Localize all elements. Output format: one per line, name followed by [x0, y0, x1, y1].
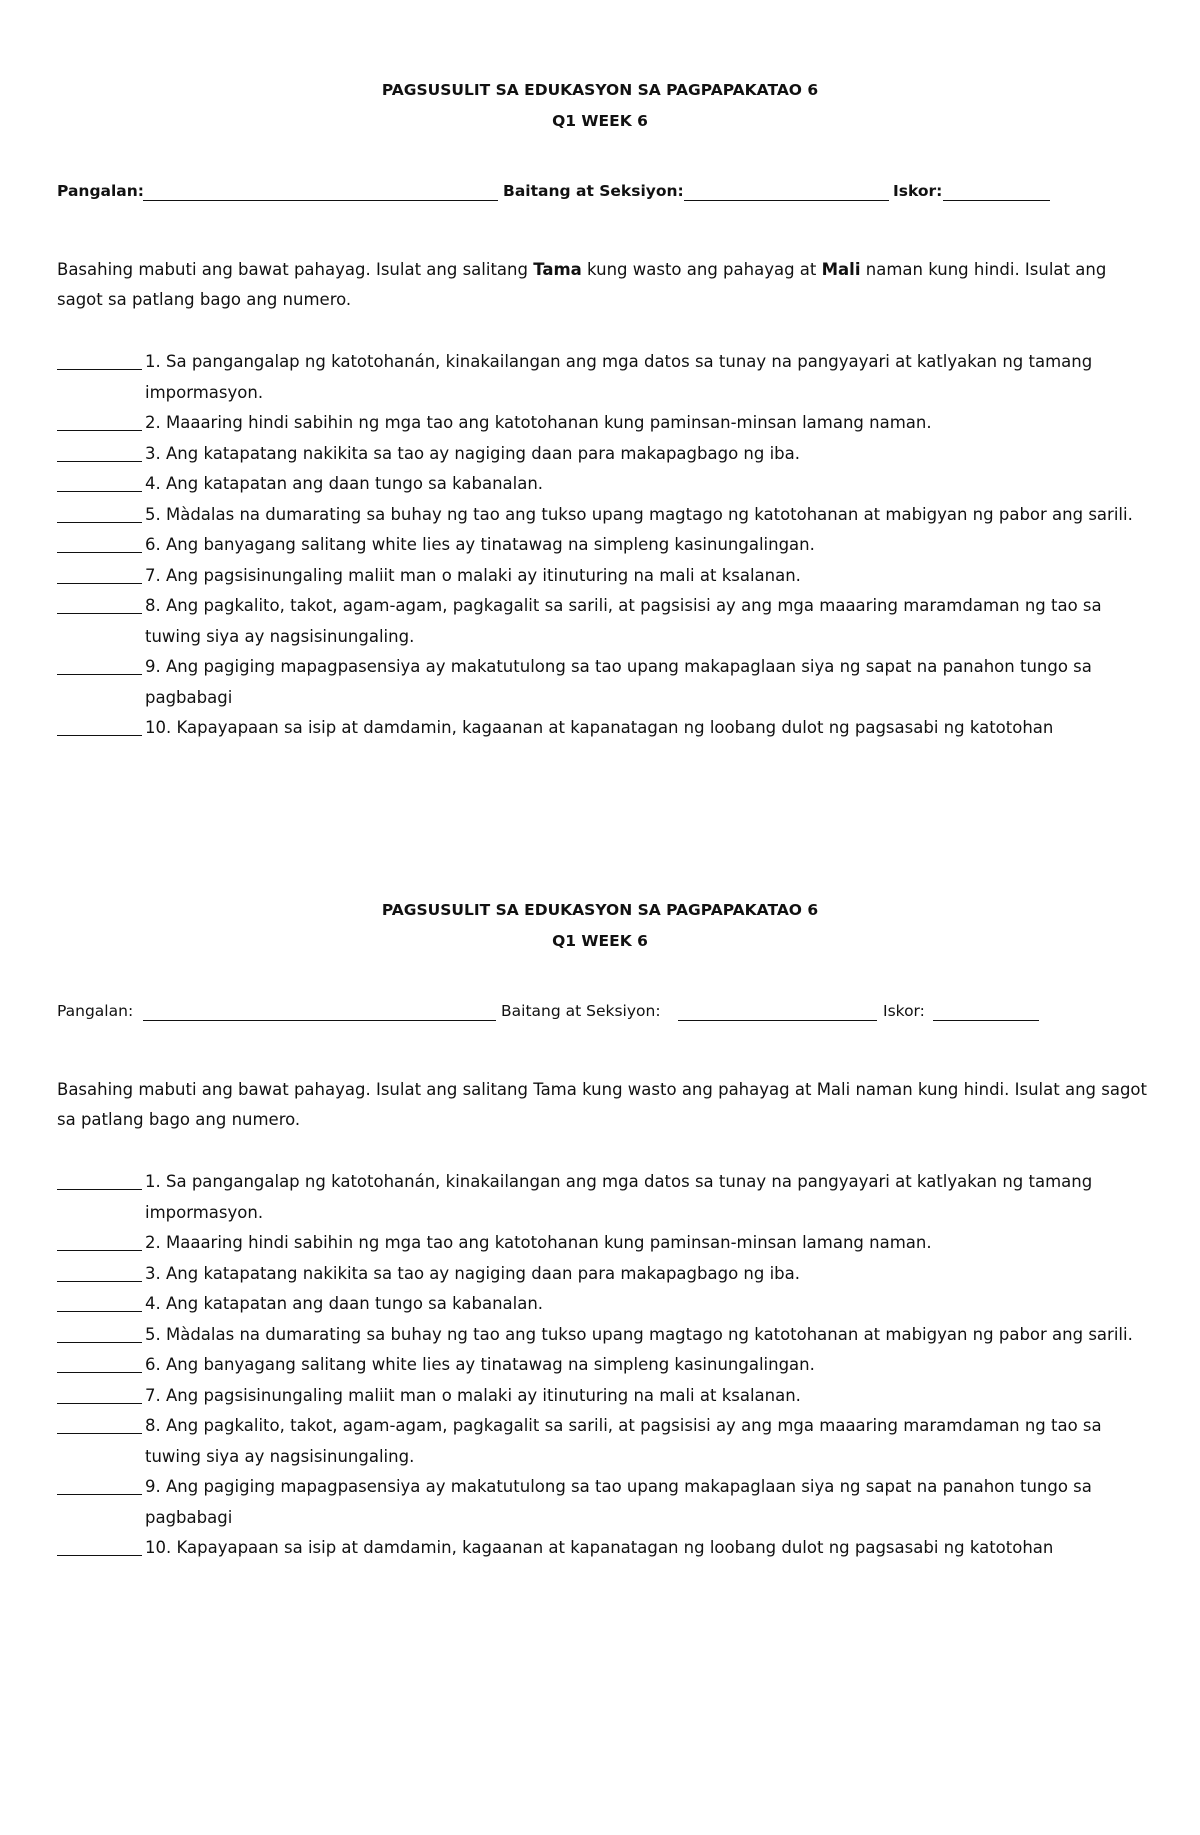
answer-blank[interactable]	[57, 439, 142, 462]
question-text: 2. Maaaring hindi sabihin ng mga tao ang katotohanan kung paminsan-minsan lamang naman.	[145, 1233, 932, 1252]
question-item	[57, 530, 1157, 561]
score-label: Iskor:	[893, 182, 943, 200]
quiz-title: PAGSUSULIT SA EDUKASYON SA PAGPAPAKATAO 6	[381, 81, 819, 99]
question-item	[57, 1533, 1157, 1564]
question-item	[57, 439, 1157, 470]
answer-blank[interactable]	[57, 347, 142, 370]
question-text: 5. Màdalas na dumarating sa buhay ng tao ang tukso upang magtago ng katotohanan at mabigyan ng pabor ang sarili.	[145, 504, 1133, 524]
answer-blank[interactable]	[57, 561, 142, 584]
question-item	[57, 1350, 1157, 1381]
instructions-text: naman kung hindi. Isulat ang sagot sa patlang bago ang numero.	[57, 260, 1107, 309]
question-text: 9. Ang pagiging mapagpasensiya ay makatutulong sa tao upang makapaglaan siya ng sapat na panahon tungo sa pagbabagi	[145, 1477, 1092, 1527]
question-text: 5. Màdalas na dumarating sa buhay ng tao ang tukso upang magtago ng katotohanan at mabigyan ng pabor ang sarili.	[145, 1324, 1133, 1344]
answer-blank[interactable]	[57, 469, 142, 492]
name-field[interactable]	[143, 200, 498, 201]
question-item	[57, 591, 1157, 652]
section-field[interactable]	[678, 1020, 877, 1021]
question-text: 9. Ang pagiging mapagpasensiya ay makatutulong sa tao upang makapaglaan siya ng sapat na panahon tungo sa pagbabagi	[145, 657, 1092, 707]
question-text: 10. Kapayapaan sa isip at damdamin, kagaanan at kapanatagan ng loobang dulot ng pagsasabi ng katotohan	[145, 1538, 1054, 1557]
quiz-sheet	[0, 75, 1200, 737]
mali-keyword: Mali	[821, 260, 861, 279]
answer-blank[interactable]	[57, 500, 142, 523]
section-field[interactable]	[684, 200, 889, 201]
quiz-title: PAGSUSULIT SA EDUKASYON SA PAGPAPAKATAO 6	[381, 901, 819, 919]
question-item	[57, 1167, 1157, 1228]
question-text: 4. Ang katapatan ang daan tungo sa kabanalan.	[145, 1294, 544, 1313]
student-info-row	[0, 998, 1200, 1028]
section-label: Baitang at Seksiyon:	[503, 182, 684, 200]
answer-blank[interactable]	[57, 1381, 142, 1404]
question-item	[57, 1259, 1157, 1290]
question-item	[57, 408, 1157, 439]
question-item	[57, 469, 1157, 500]
question-item	[57, 1320, 1157, 1351]
instructions-text: naman kung hindi. Isulat ang sagot sa patlang bago ang numero.	[57, 1080, 1147, 1129]
answer-blank[interactable]	[57, 1320, 142, 1343]
question-item	[57, 561, 1157, 592]
question-text: 8. Ang pagkalito, takot, agam-agam, pagkagalit sa sarili, at pagsisisi ay ang mga maaaring maramdaman ng tao sa tuwing siya ay nagsisinungaling.	[145, 1416, 1102, 1466]
question-text: 2. Maaaring hindi sabihin ng mga tao ang katotohanan kung paminsan-minsan lamang naman.	[145, 413, 932, 432]
quiz-subtitle: Q1 WEEK 6	[552, 932, 648, 950]
question-item	[57, 713, 1157, 744]
answer-blank[interactable]	[57, 1289, 142, 1312]
question-item	[57, 1411, 1157, 1472]
answer-blank[interactable]	[57, 1350, 142, 1373]
question-text: 3. Ang katapatang nakikita sa tao ay nagiging daan para makapagbago ng iba.	[145, 1263, 801, 1283]
score-field[interactable]	[943, 200, 1050, 201]
instructions	[57, 255, 1147, 315]
answer-blank[interactable]	[57, 1167, 142, 1190]
question-list	[57, 1167, 1157, 1564]
question-text: 10. Kapayapaan sa isip at damdamin, kagaanan at kapanatagan ng loobang dulot ng pagsasabi ng katotohan	[145, 718, 1054, 737]
instructions-text: kung wasto ang pahayag at	[581, 260, 822, 279]
name-field[interactable]	[143, 1020, 496, 1021]
answer-blank[interactable]	[57, 530, 142, 553]
question-item	[57, 347, 1157, 408]
question-item	[57, 652, 1157, 713]
question-item	[57, 1228, 1157, 1259]
name-label: Pangalan:	[57, 1002, 134, 1020]
question-text: 6. Ang banyagang salitang white lies ay tinatawag na simpleng kasinungalingan.	[145, 1355, 815, 1374]
quiz-subtitle: Q1 WEEK 6	[552, 112, 648, 130]
question-item	[57, 1289, 1157, 1320]
score-field[interactable]	[933, 1020, 1039, 1021]
question-text: 8. Ang pagkalito, takot, agam-agam, pagkagalit sa sarili, at pagsisisi ay ang mga maaaring maramdaman ng tao sa tuwing siya ay nagsisinungaling.	[145, 596, 1102, 646]
answer-blank[interactable]	[57, 652, 142, 675]
answer-blank[interactable]	[57, 1228, 142, 1251]
answer-blank[interactable]	[57, 1411, 142, 1434]
question-text: 1. Sa pangangalap ng katotohanán, kinakailangan ang mga datos sa tunay na pangyayari at katlyakan ng tamang impormasyon.	[145, 1172, 1093, 1222]
tama-keyword: Tama	[533, 260, 582, 279]
mali-keyword: Mali	[816, 1080, 851, 1099]
question-item	[57, 1472, 1157, 1533]
question-item	[57, 1381, 1157, 1412]
answer-blank[interactable]	[57, 591, 142, 614]
question-text: 6. Ang banyagang salitang white lies ay tinatawag na simpleng kasinungalingan.	[145, 535, 815, 554]
question-text: 1. Sa pangangalap ng katotohanán, kinakailangan ang mga datos sa tunay na pangyayari at katlyakan ng tamang impormasyon.	[145, 352, 1093, 402]
question-list	[57, 347, 1157, 744]
answer-blank[interactable]	[57, 713, 142, 736]
name-label: Pangalan:	[57, 182, 144, 200]
instructions-text: Basahing mabuti ang bawat pahayag. Isulat ang salitang	[57, 260, 534, 279]
answer-blank[interactable]	[57, 408, 142, 431]
tama-keyword: Tama	[533, 1080, 577, 1099]
answer-blank[interactable]	[57, 1259, 142, 1282]
question-text: 4. Ang katapatan ang daan tungo sa kabanalan.	[145, 474, 544, 493]
student-info-row	[0, 178, 1200, 208]
answer-blank[interactable]	[57, 1533, 142, 1556]
question-item	[57, 500, 1157, 531]
quiz-sheet	[0, 895, 1200, 1557]
section-label: Baitang at Seksiyon:	[501, 1002, 661, 1020]
question-text: 3. Ang katapatang nakikita sa tao ay nagiging daan para makapagbago ng iba.	[145, 443, 801, 463]
instructions-text: kung wasto ang pahayag at	[576, 1080, 817, 1099]
instructions-text: Basahing mabuti ang bawat pahayag. Isulat ang salitang	[57, 1080, 534, 1099]
score-label: Iskor:	[883, 1002, 925, 1020]
instructions	[57, 1075, 1147, 1135]
question-text: 7. Ang pagsisinungaling maliit man o malaki ay itinuturing na mali at ksalanan.	[145, 1385, 801, 1405]
question-text: 7. Ang pagsisinungaling maliit man o malaki ay itinuturing na mali at ksalanan.	[145, 565, 801, 585]
answer-blank[interactable]	[57, 1472, 142, 1495]
